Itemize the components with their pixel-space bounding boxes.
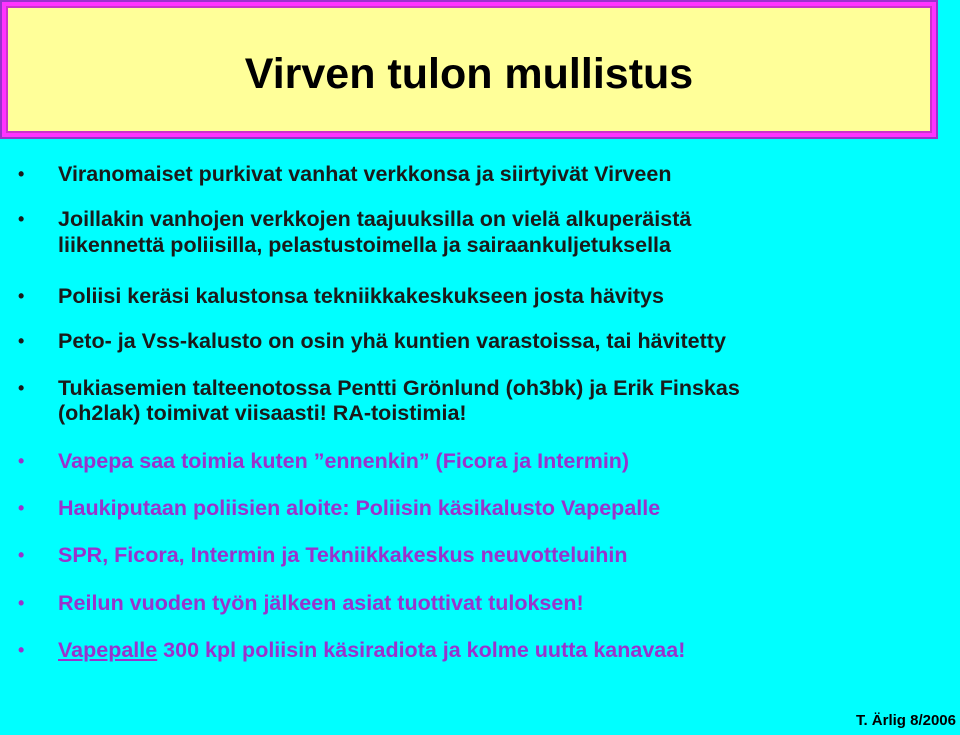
bullet-text: liikennettä poliisilla, pelastustoimella ja sairaankuljetuksella [58, 233, 671, 257]
bullet-text: (oh2lak) toimivat viisaasti! RA-toistimia! [58, 401, 467, 425]
slide-title: Virven tulon mullistus [244, 50, 694, 98]
bullet-text [58, 637, 928, 663]
bullet-dot: • [18, 498, 25, 518]
bullet-dot: • [18, 640, 25, 660]
bullet-dot: • [18, 286, 25, 306]
bullet-dot: • [18, 164, 25, 184]
bullet-text: Tukiasemien talteenotossa Pentti Grönlund (oh3bk) ja Erik Finskas [58, 376, 740, 400]
title-box [2, 2, 936, 137]
bullet-dot: • [18, 593, 25, 613]
bullet-text: Reilun vuoden työn jälkeen asiat tuottivat tuloksen! [58, 591, 584, 615]
bullet-text: Poliisi keräsi kalustonsa tekniikkakeskukseen josta hävitys [58, 284, 664, 308]
bullet-dot: • [18, 545, 25, 565]
bullet-text-rest: 300 kpl poliisin käsiradiota ja kolme uutta kanavaa! [157, 638, 686, 662]
bullet-text: Viranomaiset purkivat vanhat verkkonsa ja siirtyivät Virveen [58, 162, 672, 186]
bullet-dot: • [18, 378, 25, 398]
bullet-text: Haukiputaan poliisien aloite: Poliisin käsikalusto Vapepalle [58, 496, 661, 520]
bullet-text: Vapepa saa toimia kuten ”ennenkin” (Ficora ja Intermin) [58, 449, 630, 473]
bullet-dot: • [18, 209, 25, 229]
bullet-text: Peto- ja Vss-kalusto on osin yhä kuntien varastoissa, tai hävitetty [58, 329, 726, 353]
vapepalle-link[interactable]: Vapepalle [58, 638, 158, 662]
bullet-text: SPR, Ficora, Intermin ja Tekniikkakeskus neuvotteluihin [58, 543, 628, 567]
bullet-dot: • [18, 451, 25, 471]
bullet-dot: • [18, 331, 25, 351]
footer-credit: T. Ärlig 8/2006 [855, 712, 956, 729]
bullet-text: Joillakin vanhojen verkkojen taajuuksilla on vielä alkuperäistä [58, 207, 692, 231]
